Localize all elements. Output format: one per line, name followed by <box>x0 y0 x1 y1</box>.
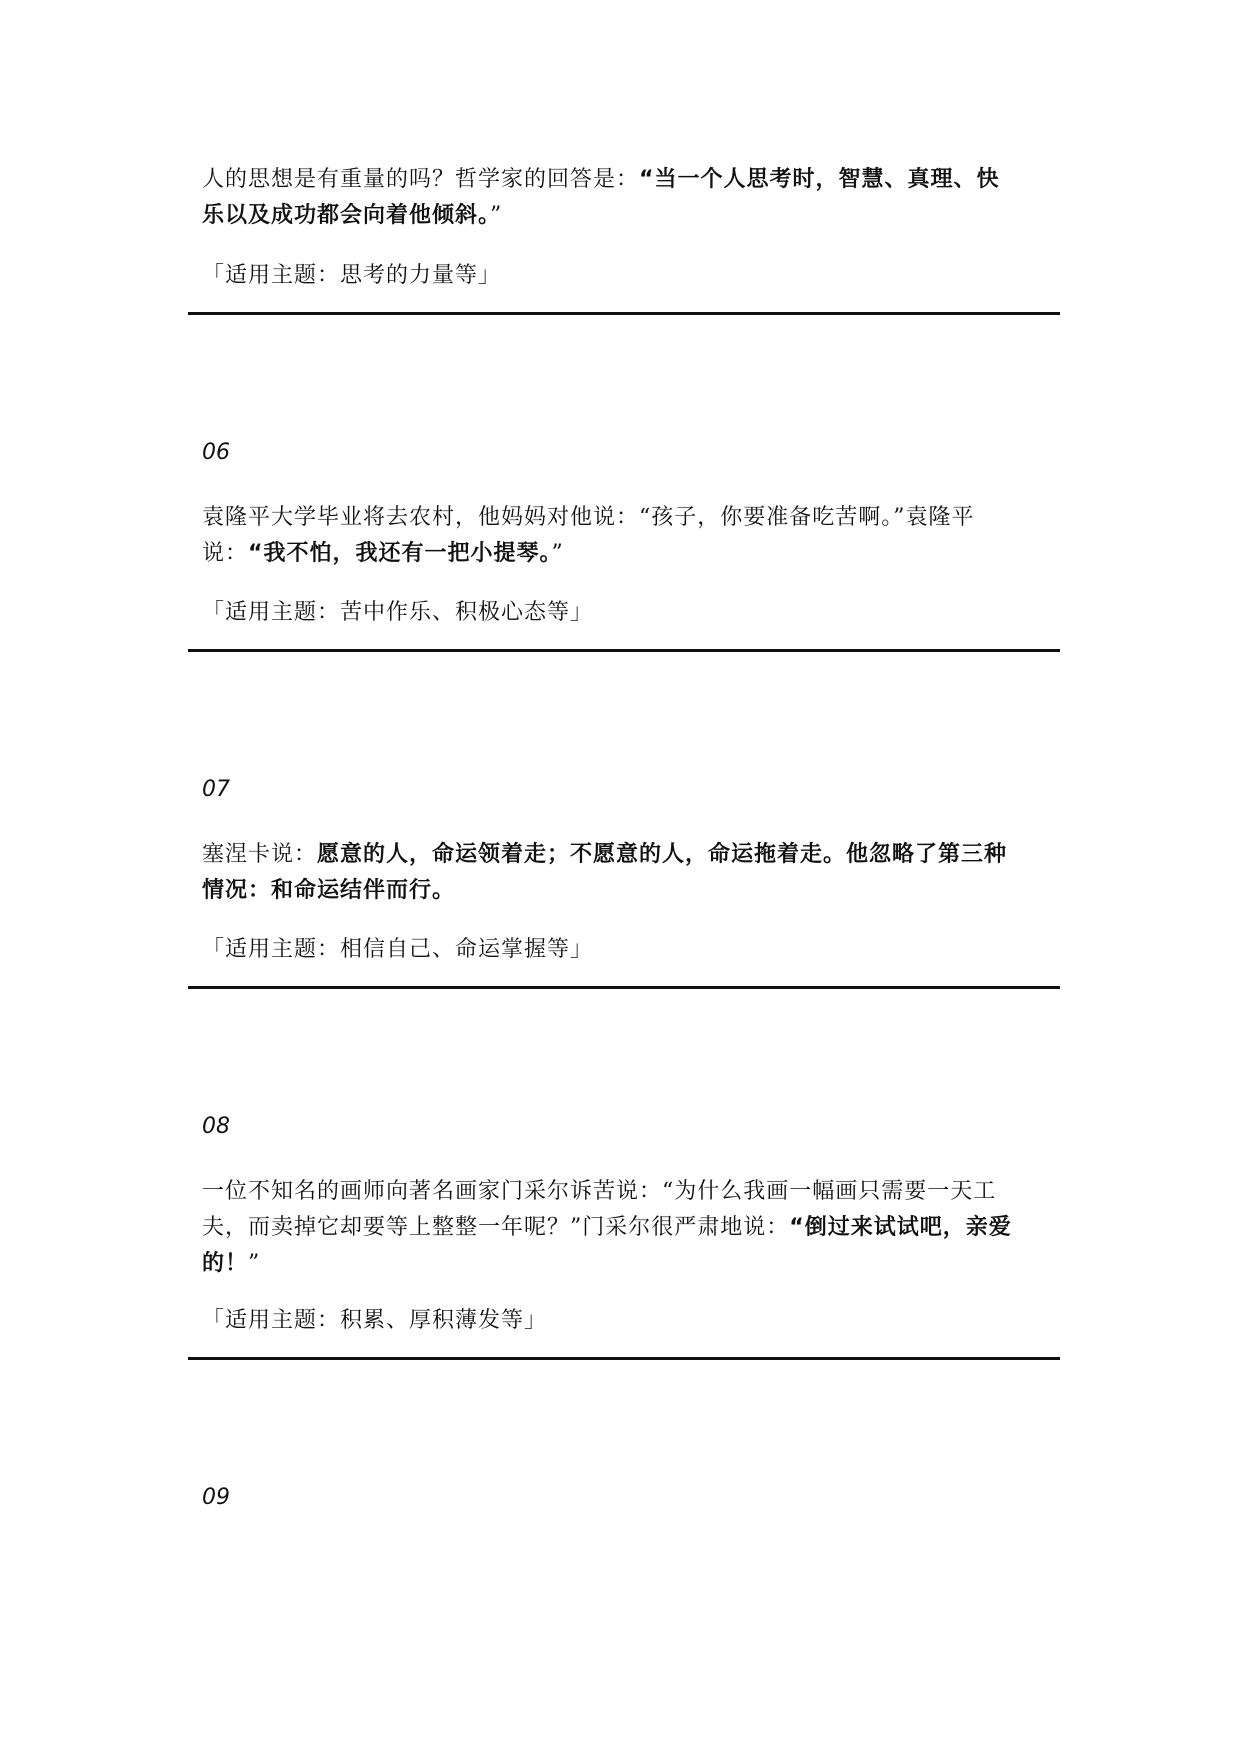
topic-label-08: 「适用主题：积累、厚积薄发等」 <box>202 1308 548 1333</box>
quote-context: 人的思想是有重量的吗？哲学家的回答是： <box>202 167 640 192</box>
quote-closing-mark: ” <box>551 541 564 566</box>
quote-paragraph-07 <box>202 837 1022 909</box>
quote-context: 一位不知名的画师向著名画家门采尔诉苦说：“为什么我画一幅画只需要一天工夫，而卖掉它却要等上整整一年呢？”门采尔很严肃地说： <box>202 1179 997 1240</box>
quote-closing-mark: ” <box>248 1251 261 1276</box>
section-divider <box>188 312 1060 315</box>
quote-emphasis: “倒过来试试吧，亲爱的！ <box>202 1215 1012 1276</box>
item-number-07: 07 <box>202 777 230 802</box>
topic-label-06: 「适用主题：苦中作乐、积极心态等」 <box>202 600 594 625</box>
item-number-06: 06 <box>202 440 230 465</box>
section-divider <box>188 986 1060 989</box>
quote-context: 袁隆平大学毕业将去农村，他妈妈对他说：“孩子，你要准备吃苦啊。”袁隆平说： <box>202 505 975 566</box>
quote-emphasis: 愿意的人，命运领着走；不愿意的人，命运拖着走。他忽略了第三种情况：和命运结伴而行。 <box>202 842 1008 903</box>
quote-emphasis: “我不怕，我还有一把小提琴。 <box>248 541 552 566</box>
quote-emphasis: “当一个人思考时，智慧、真理、快乐以及成功都会向着他倾斜。 <box>202 167 1000 228</box>
section-divider <box>188 649 1060 652</box>
item-number-08: 08 <box>202 1114 230 1139</box>
quote-paragraph-06 <box>202 500 1022 572</box>
item-number-09: 09 <box>202 1485 230 1510</box>
quote-closing-mark: ” <box>490 203 503 228</box>
topic-label-07: 「适用主题：相信自己、命运掌握等」 <box>202 937 594 962</box>
quote-context: 塞涅卡说： <box>202 842 318 867</box>
quote-paragraph-08 <box>202 1174 1022 1282</box>
topic-label-05: 「适用主题：思考的力量等」 <box>202 263 502 288</box>
quote-paragraph-05 <box>202 162 1022 234</box>
section-divider <box>188 1357 1060 1360</box>
